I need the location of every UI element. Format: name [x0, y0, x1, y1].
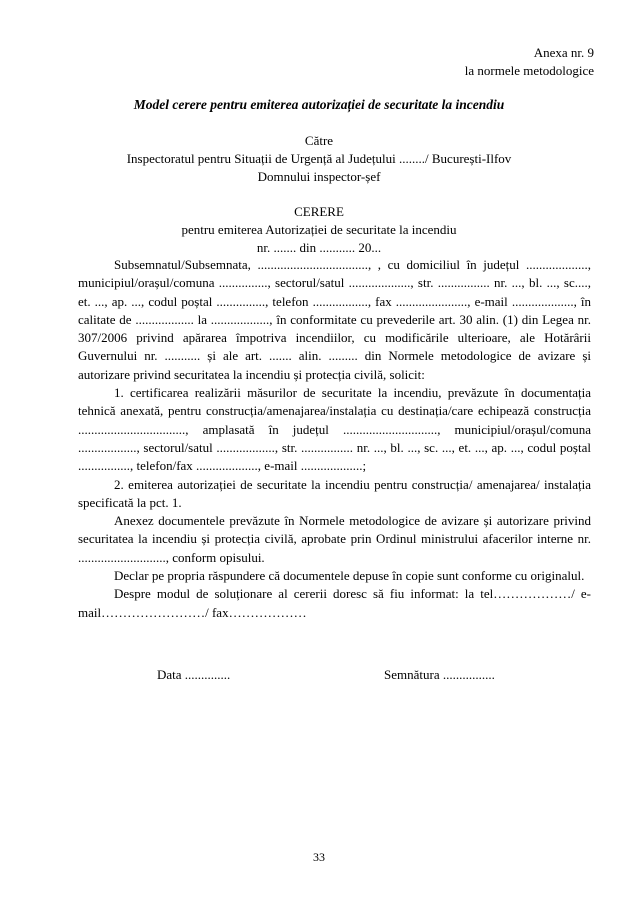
paragraph-declaration: Declar pe propria răspundere că documentele depuse în copie sunt conforme cu originalul.	[114, 568, 585, 584]
recipient-addressee: Domnului inspector-șef	[257, 169, 381, 184]
paragraph-applicant: Subsemnatul/Subsemnata, .................................., , cu domiciliul în județul ..................., municipiul/orașul/comuna ..............., sectorul/satul ..................., str. ................ nr. ..., bl. ..., sc...., et. ..., ap. ..., codul poștal ..............., telefon ................., fax ......................, e-mail ..................., în calitate de .................. la .................., în conformitate cu prevederile art. 30 alin. (1) din Legea nr. 307/2006 privind apărarea împotriva incendiilor, cu modificările ulterioare, ale Hotărârii Guvernului nr. ........... și ale art. ....... alin. ......... din Normele metodologice de avizare și autorizare privind securitatea la incendiu și protecția civilă, solicit:	[78, 257, 591, 382]
request-heading: CERERE	[294, 204, 344, 219]
date-field: Data ..............	[157, 667, 231, 682]
annex-subtitle: la normele metodologice	[464, 63, 594, 78]
annex-label: Anexa nr. 9	[533, 45, 594, 60]
paragraph-point-1: 1. certificarea realizării măsurilor de securitate la incendiu, prevăzute în documentația tehnică anexată, pentru construcția/amenajarea/instalația cu destinația/care echipează construcția ................................., amplasată în județul ............................., municipiul/orașul/comuna .................., sectorul/satul .................., str. ................ nr. ..., bl. ..., sc. ..., et. ..., ap. ..., codul poștal ................, telefon/fax ..................., e-mail ...................;	[78, 385, 591, 474]
request-subject: pentru emiterea Autorizației de securitate la incendiu	[181, 222, 457, 237]
paragraph-annexes: Anexez documentele prevăzute în Normele metodologice de avizare și autorizare privind securitatea la incendiu și protecția civilă, aprobate prin Ordinul ministrului afacerilor interne nr. ..........................., conform opisului.	[78, 513, 591, 565]
recipient-to: Către	[304, 133, 334, 148]
recipient-institution: Inspectoratul pentru Situații de Urgență al Județului ......../ București-Ilfov	[126, 151, 512, 166]
request-number: nr. ....... din ........... 20...	[256, 240, 382, 255]
request-body	[78, 256, 591, 622]
paragraph-contact: Despre modul de soluționare al cererii doresc să fiu informat: la tel………………/ e-mail……………………/ fax………………	[78, 586, 591, 620]
form-title: Model cerere pentru emiterea autorizației de securitate la incendiu	[133, 97, 505, 112]
paragraph-point-2: 2. emiterea autorizației de securitate la incendiu pentru construcția/ amenajarea/ instalația specificată la pct. 1.	[78, 476, 591, 510]
signature-field: Semnătura ................	[384, 667, 495, 682]
page-number: 33	[313, 850, 325, 864]
